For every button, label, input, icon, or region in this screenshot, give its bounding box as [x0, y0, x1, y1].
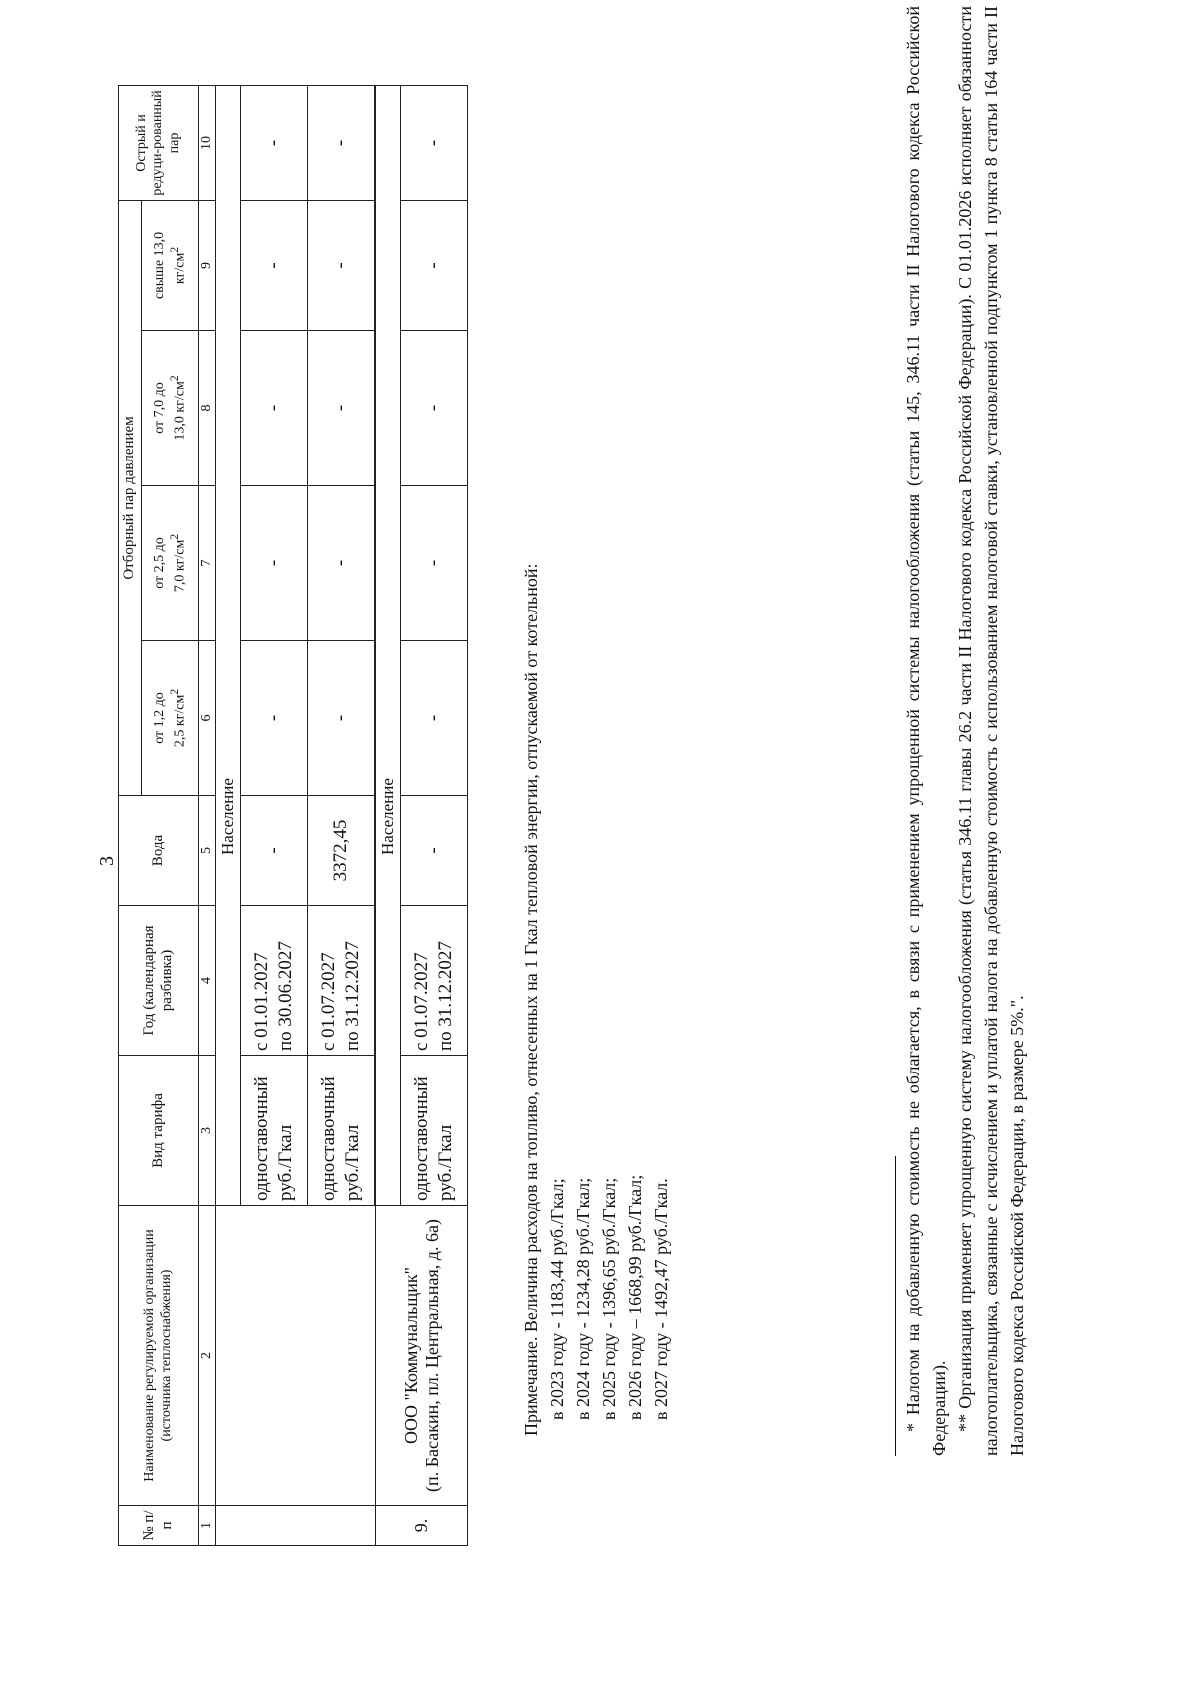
org-address: (п. Басакин, пл. Центральная, д. 6а): [421, 1219, 442, 1492]
org-number: 9.: [376, 1506, 468, 1546]
column-number: 4: [199, 906, 216, 1056]
footnotes: [900, 6, 1030, 1456]
column-number: 7: [199, 486, 216, 641]
column-number: 2: [199, 1206, 216, 1506]
footnote-divider: [895, 1156, 896, 1456]
header-steam-group: Отборный пар давлением: [119, 200, 142, 795]
steam-cell: -: [241, 200, 308, 330]
header-number: № п/п: [119, 1506, 199, 1546]
section-label: Население: [376, 85, 401, 1205]
note-line: в 2027 году - 1492,47 руб./Гкал.: [651, 1178, 671, 1420]
steam-cell: -: [308, 331, 375, 486]
period-from: с 01.01.2027: [251, 952, 273, 1051]
steam-cell: -: [308, 200, 375, 330]
section-row: [376, 85, 401, 1545]
column-number: 5: [199, 796, 216, 906]
header-pressure-1: от 1,2 до 2,5 $кг/см^2$: [142, 641, 199, 796]
org-name: ООО "Коммунальщик": [400, 1267, 421, 1444]
note-line: в 2026 году – 1668,99 руб./Гкал;: [625, 1174, 645, 1420]
note-line: в 2023 году - 1183,44 руб./Гкал;: [547, 1178, 567, 1420]
steam-cell: -: [241, 641, 308, 796]
section-label: Население: [216, 85, 241, 1205]
footnote-1: * Налогом на добавленную стоимость не облагается, в связи с применением упрощенной системы налогообложения (статьи 145, 346.11 части II Налогового кодекса Российской Федерации).: [903, 6, 949, 1456]
empty-number-cell: [216, 1506, 376, 1546]
header-water: Вода: [119, 796, 199, 906]
section-row: [216, 85, 241, 1545]
footnote-2: ** Организация применяет упрощенную систему налогообложения (статья 346.11 главы 26.2 части II Налогового кодекса Российской Федерации). С 01.01.2026 исполняет обязанности налогоплательщика, связанные с исчислением и уплатой налога на добавленную стоимость с использованием налоговой ставки, установленной подпунктом 1 пункта 8 статьи 164 части II Налогового кодекса Российской Федерации, в размере 5%.".: [955, 6, 1027, 1456]
water-cell: -: [241, 796, 308, 906]
tariff-type-cell: одноставочный руб./Гкал: [308, 1056, 375, 1206]
period-from: с 01.07.2027: [411, 952, 433, 1051]
steam-cell: -: [241, 85, 308, 200]
steam-cell: -: [308, 486, 375, 641]
tariff-table: [118, 85, 468, 1546]
tariff-type-cell: одноставочный руб./Гкал: [401, 1056, 468, 1206]
steam-cell: -: [241, 331, 308, 486]
column-number-row: [199, 85, 216, 1545]
header-year: Год (календарная разбивка): [119, 906, 199, 1056]
header-pressure-3: от 7,0 до 13,0 $кг/см^2$: [142, 331, 199, 486]
header-tariff-type: Вид тарифа: [119, 1056, 199, 1206]
page-number: 3: [96, 856, 118, 866]
tariff-type-cell: одноставочный руб./Гкал: [241, 1056, 308, 1206]
empty-org-cell: [216, 1206, 376, 1506]
period-to: по 30.06.2027: [275, 941, 297, 1051]
steam-cell: -: [308, 641, 375, 796]
column-number: 8: [199, 331, 216, 486]
steam-cell: -: [401, 331, 468, 486]
org-name-cell: [376, 1206, 468, 1506]
period-to: по 31.12.2027: [342, 941, 364, 1051]
period-cell: [241, 906, 308, 1056]
period-cell: [308, 906, 375, 1056]
steam-cell: -: [401, 200, 468, 330]
steam-cell: -: [401, 641, 468, 796]
column-number: 9: [199, 200, 216, 330]
column-number: 1: [199, 1506, 216, 1546]
note-line: в 2024 году - 1234,28 руб./Гкал;: [573, 1177, 593, 1420]
fuel-cost-note: [518, 136, 674, 1436]
header-pressure-4: свыше 13,0 $кг/см^2$: [142, 200, 199, 330]
steam-cell: -: [308, 85, 375, 200]
header-live-steam: Острый и редуци-рованный пар: [119, 85, 199, 200]
period-to: по 31.12.2027: [435, 941, 457, 1051]
period-cell: [401, 906, 468, 1056]
table-header-row: [119, 85, 142, 1545]
water-cell: -: [401, 796, 468, 906]
column-number: 3: [199, 1056, 216, 1206]
column-number: 6: [199, 641, 216, 796]
header-pressure-2: от 2,5 до 7,0 $кг/см^2$: [142, 486, 199, 641]
steam-cell: -: [401, 85, 468, 200]
note-intro: Примечание. Величина расходов на топливо, отнесенных на 1 Гкал тепловой энергии, отпускаемой от котельной:: [521, 563, 541, 1436]
steam-cell: -: [241, 486, 308, 641]
steam-cell: -: [401, 486, 468, 641]
note-line: в 2025 году - 1396,65 руб./Гкал;: [599, 1177, 619, 1420]
column-number: 10: [199, 85, 216, 200]
water-cell: 3372,45: [308, 796, 375, 906]
header-organization: Наименование регулируемой организации (источника теплоснабжения): [119, 1206, 199, 1506]
period-from: с 01.07.2027: [318, 952, 340, 1051]
